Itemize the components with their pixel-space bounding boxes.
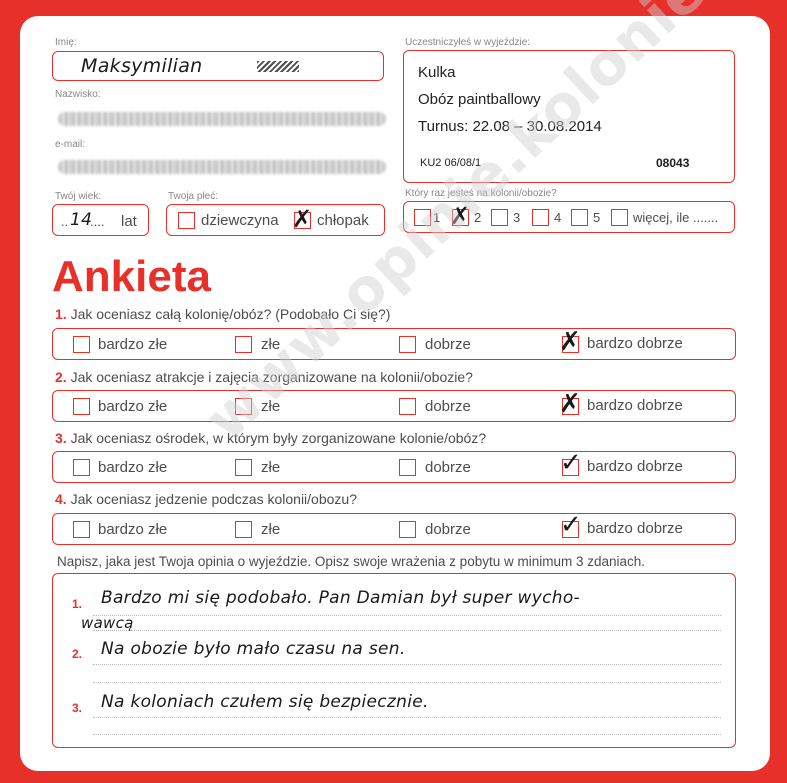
- name-label: Imię:: [55, 37, 77, 48]
- rating-4-checkbox-very-bad[interactable]: [73, 521, 90, 538]
- question-number: 2.: [55, 369, 67, 385]
- rating-4-checkbox-bad[interactable]: [235, 521, 252, 538]
- cross-mark-icon: ✗: [450, 202, 471, 230]
- option-label: bardzo złe: [98, 336, 168, 353]
- answer-line: [93, 664, 721, 665]
- rating-row-3: [52, 448, 736, 483]
- question-2: [55, 369, 473, 385]
- rating-2-checkbox-very-bad[interactable]: [73, 398, 90, 415]
- answer-number: 2.: [72, 647, 83, 661]
- option-label: dobrze: [425, 521, 471, 538]
- check-mark-icon: ✓: [560, 448, 582, 478]
- times-checkbox-5[interactable]: [571, 209, 588, 226]
- option-label: bardzo dobrze: [587, 397, 683, 414]
- answer-line: [93, 682, 721, 683]
- answer-line: [93, 630, 721, 631]
- age-value: 14: [70, 210, 93, 230]
- answer-1-text: Bardzo mi się podobało. Pan Damian był super wycho-: [101, 588, 580, 608]
- gender-checkbox-girl[interactable]: [178, 212, 195, 229]
- cross-mark-icon: ✗: [292, 205, 313, 233]
- question-text: Jak oceniasz ośrodek, w którym były zorganizowane kolonie/obóz?: [70, 430, 487, 446]
- option-label: bardzo złe: [98, 459, 168, 476]
- option-label: bardzo dobrze: [587, 458, 683, 475]
- question-number: 3.: [55, 430, 67, 446]
- option-label: dobrze: [425, 459, 471, 476]
- camp-box: [403, 50, 735, 183]
- rating-3-checkbox-very-good[interactable]: [560, 448, 582, 478]
- camp-code: KU2 06/08/1: [420, 157, 482, 169]
- answer-line: [93, 734, 721, 735]
- survey-title: Ankieta: [52, 252, 211, 301]
- camp-name: Kulka: [418, 64, 456, 81]
- cross-mark-icon: ✗: [559, 327, 581, 357]
- surname-label: Nazwisko:: [55, 89, 101, 100]
- scribble-redaction: [257, 61, 299, 72]
- question-4: [55, 491, 357, 507]
- option-label: bardzo dobrze: [587, 335, 683, 352]
- name-value: Maksymilian: [81, 55, 203, 77]
- gender-label: Twoja płeć:: [168, 191, 219, 202]
- opinion-prompt: Napisz, jaka jest Twoja opinia o wyjeździe. Opisz swoje wrażenia z pobytu w minimum 3 zdaniach.: [57, 554, 646, 569]
- rating-row-2: [52, 390, 736, 422]
- times-field: [403, 201, 735, 233]
- email-redacted: [58, 160, 386, 174]
- opinion-box[interactable]: [52, 573, 736, 748]
- rating-1-checkbox-very-good[interactable]: [559, 327, 581, 357]
- answer-line: [93, 615, 721, 616]
- rating-row-4: [52, 510, 736, 545]
- times-checkbox-2[interactable]: [450, 202, 471, 230]
- rating-2-checkbox-very-good[interactable]: [559, 389, 581, 419]
- camp-dates: Turnus: 22.08 – 30.08.2014: [418, 118, 602, 135]
- answer-1-continuation: wawcą: [81, 614, 134, 632]
- times-option-4: 4: [554, 210, 562, 225]
- option-label: złe: [261, 521, 281, 538]
- rating-1-checkbox-very-bad[interactable]: [73, 336, 90, 353]
- times-checkbox-1[interactable]: [414, 209, 431, 226]
- gender-option-boy: chłopak: [317, 212, 369, 229]
- rating-1-checkbox-bad[interactable]: [235, 336, 252, 353]
- check-mark-icon: ✓: [560, 510, 582, 540]
- cross-mark-icon: ✗: [559, 389, 581, 419]
- times-checkbox-3[interactable]: [491, 209, 508, 226]
- question-number: 1.: [55, 306, 67, 322]
- answer-2-text: Na obozie było mało czasu na sen.: [101, 639, 406, 659]
- question-text: Jak oceniasz jedzenie podczas kolonii/obozu?: [70, 491, 357, 507]
- option-label: złe: [261, 459, 281, 476]
- question-number: 4.: [55, 491, 67, 507]
- rating-1-checkbox-good[interactable]: [399, 336, 416, 353]
- rating-3-checkbox-bad[interactable]: [235, 459, 252, 476]
- name-field[interactable]: [52, 51, 384, 81]
- age-field[interactable]: [52, 204, 149, 236]
- option-label: dobrze: [425, 336, 471, 353]
- times-label: Który raz jesteś na kolonii/obozie?: [405, 188, 557, 199]
- age-unit: lat: [121, 213, 137, 230]
- times-option-3: 3: [513, 210, 521, 225]
- rating-2-checkbox-bad[interactable]: [235, 398, 252, 415]
- answer-number: 3.: [72, 701, 83, 715]
- times-checkbox-more[interactable]: [611, 209, 628, 226]
- question-1: [55, 306, 390, 322]
- times-option-1: 1: [433, 210, 441, 225]
- age-dots-before: ..: [61, 214, 69, 229]
- rating-row-1: [52, 328, 736, 360]
- option-label: bardzo dobrze: [587, 520, 683, 537]
- gender-checkbox-boy[interactable]: [292, 205, 313, 233]
- age-label: Twój wiek:: [55, 191, 102, 202]
- gender-option-girl: dziewczyna: [201, 212, 279, 229]
- answer-number: 1.: [72, 597, 83, 611]
- rating-4-checkbox-good[interactable]: [399, 521, 416, 538]
- option-label: złe: [261, 336, 281, 353]
- times-option-more: więcej, ile .......: [633, 210, 719, 225]
- answer-3-text: Na koloniach czułem się bezpiecznie.: [101, 692, 429, 712]
- option-label: dobrze: [425, 398, 471, 415]
- question-text: Jak oceniasz atrakcje i zajęcia zorganizowane na kolonii/obozie?: [70, 369, 473, 385]
- rating-4-checkbox-very-good[interactable]: [560, 510, 582, 540]
- times-option-2: 2: [474, 210, 482, 225]
- age-dots-after: ....: [90, 214, 105, 229]
- surname-redacted: [58, 112, 386, 126]
- question-text: Jak oceniasz całą kolonię/obóz? (Podobało Ci się?): [70, 306, 391, 322]
- times-checkbox-4[interactable]: [532, 209, 549, 226]
- option-label: złe: [261, 398, 281, 415]
- option-label: bardzo złe: [98, 521, 168, 538]
- gender-field: [166, 204, 385, 236]
- rating-3-checkbox-very-bad[interactable]: [73, 459, 90, 476]
- question-3: [55, 430, 486, 446]
- camp-number: 08043: [656, 156, 690, 170]
- rating-2-checkbox-good[interactable]: [399, 398, 416, 415]
- email-label: e-mail:: [55, 139, 86, 150]
- camp-label: Uczestniczyłeś w wyjeździe:: [405, 37, 531, 48]
- camp-type: Obóz paintballowy: [418, 91, 541, 108]
- answer-line: [93, 717, 721, 718]
- rating-3-checkbox-good[interactable]: [399, 459, 416, 476]
- times-option-5: 5: [593, 210, 601, 225]
- option-label: bardzo złe: [98, 398, 168, 415]
